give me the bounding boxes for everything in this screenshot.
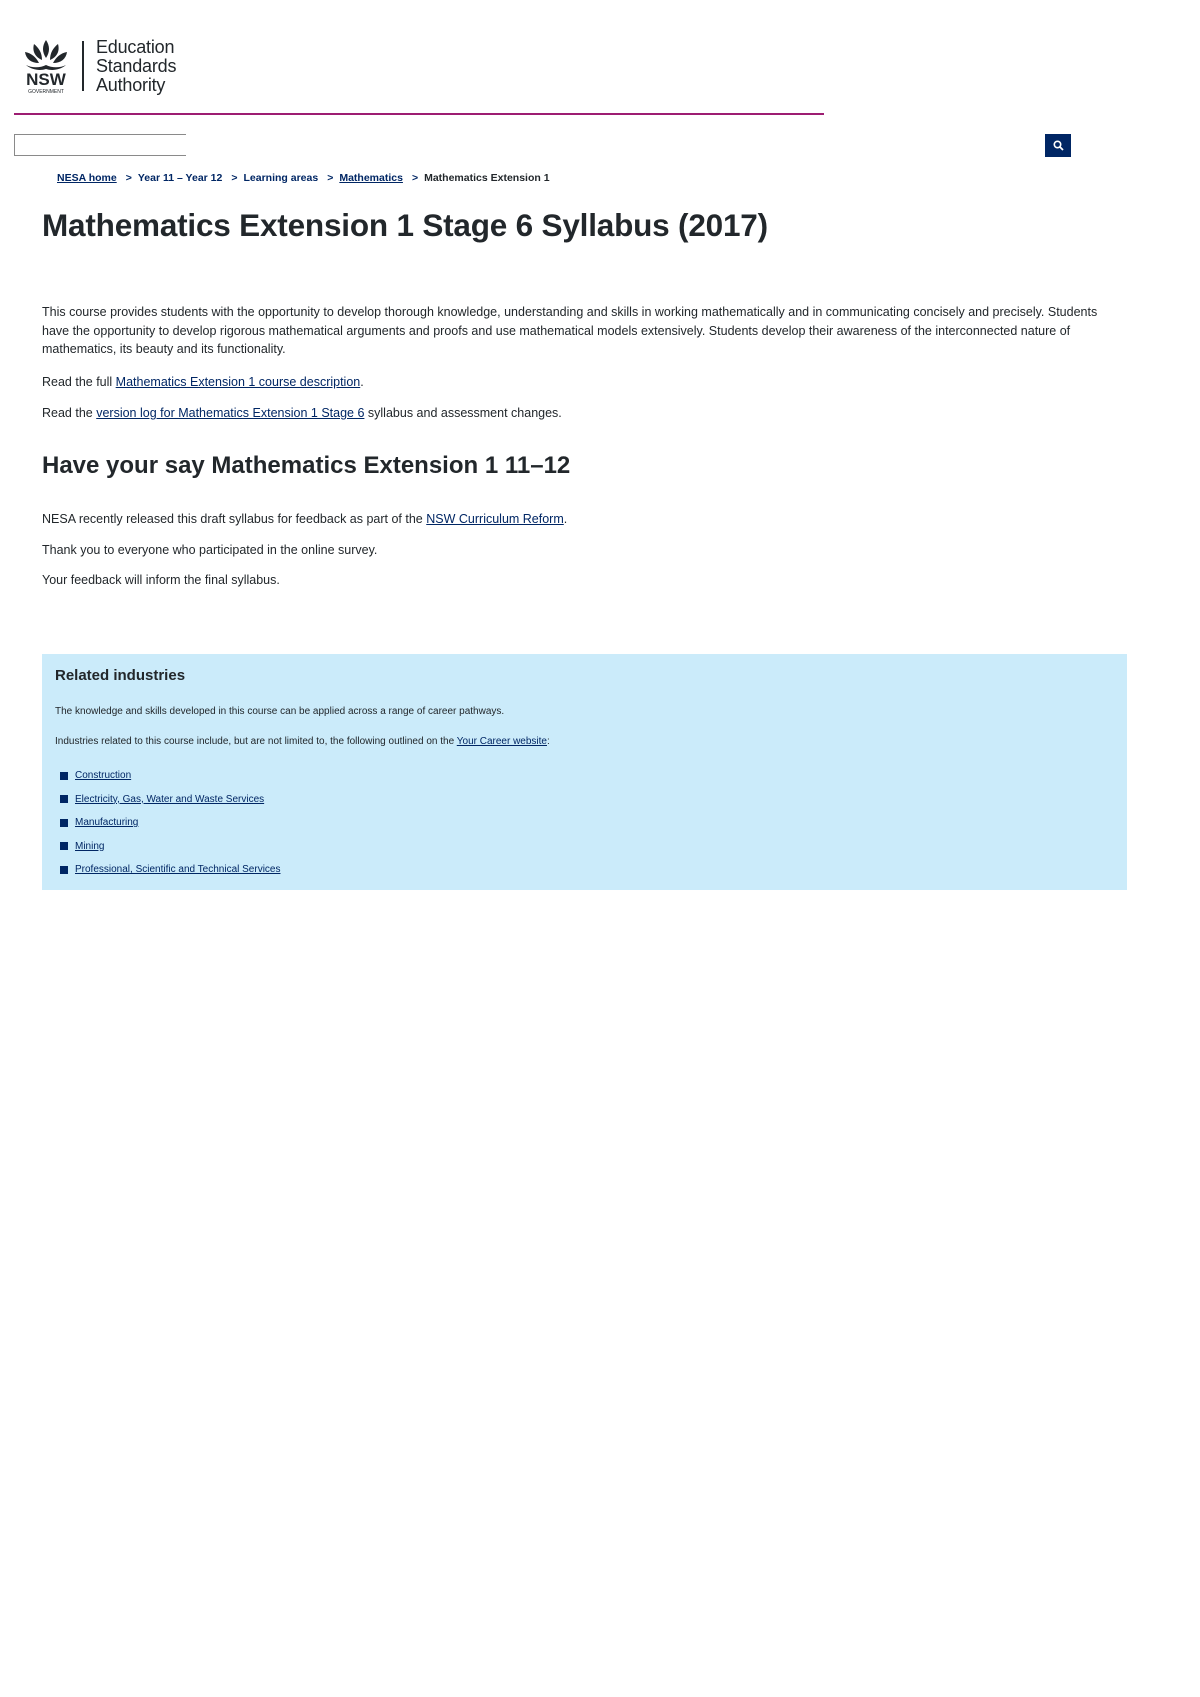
- related-intro-text: The knowledge and skills developed in this course can be applied across a range of career pathways.: [55, 706, 505, 717]
- breadcrumb-current-page: Mathematics Extension 1: [424, 172, 550, 184]
- bullet-icon: [60, 866, 68, 874]
- list-item: [60, 858, 280, 882]
- breadcrumb-mathematics[interactable]: Mathematics: [339, 172, 403, 184]
- bullet-icon: [60, 772, 68, 780]
- have-your-say-heading: Have your say Mathematics Extension 1 11–12: [42, 452, 571, 479]
- industry-link-manufacturing[interactable]: Manufacturing: [75, 817, 139, 829]
- industry-link-professional-services[interactable]: Professional, Scientific and Technical Services: [75, 864, 281, 876]
- industry-list: [60, 764, 280, 882]
- industry-link-mining[interactable]: Mining: [75, 840, 105, 852]
- breadcrumb-nesa-home[interactable]: NESA home: [57, 172, 117, 184]
- page-title: Mathematics Extension 1 Stage 6 Syllabus (2017): [42, 207, 768, 243]
- svg-text:GOVERNMENT: GOVERNMENT: [28, 89, 64, 94]
- version-log-link[interactable]: version log for Mathematics Extension 1 Stage 6: [96, 406, 365, 420]
- feedback-info-text: Your feedback will inform the final syllabus.: [42, 573, 280, 587]
- search-input[interactable]: [14, 134, 186, 156]
- list-item: [60, 835, 280, 859]
- search-button[interactable]: [1045, 134, 1071, 157]
- course-intro: This course provides students with the opportunity to develop thorough knowledge, understanding and skills in working mathematically and in communicating concisely and precisely. Students have the opportunity to develop rigorous mathematical arguments and proofs and use mathematical models extensively. Students develop their awareness of the interconnected nature of mathematics, its beauty and its functionality.: [42, 305, 1098, 356]
- search-icon: [1053, 140, 1064, 151]
- header-accent-rule: [14, 113, 824, 115]
- related-career-line: Industries related to this course include, but are not limited to, the following outlined on the Your Career website:: [55, 736, 550, 747]
- industry-link-construction[interactable]: Construction: [75, 770, 132, 782]
- breadcrumb-separator: >: [125, 172, 132, 184]
- course-description-link[interactable]: Mathematics Extension 1 course description: [115, 375, 361, 389]
- logo-divider: [82, 41, 84, 91]
- related-industries-heading: Related industries: [55, 667, 186, 684]
- breadcrumb-learning-areas[interactable]: Learning areas: [243, 172, 319, 184]
- list-item: [60, 811, 280, 835]
- version-log-line: Read the version log for Mathematics Extension 1 Stage 6 syllabus and assessment changes.: [42, 406, 562, 420]
- breadcrumb-separator: >: [231, 172, 238, 184]
- breadcrumb: [57, 172, 559, 184]
- bullet-icon: [60, 795, 68, 803]
- bullet-icon: [60, 819, 68, 827]
- industry-link-utilities[interactable]: Electricity, Gas, Water and Waste Services: [75, 793, 265, 805]
- curriculum-reform-link[interactable]: NSW Curriculum Reform: [426, 512, 564, 526]
- survey-thanks-text: Thank you to everyone who participated in the online survey.: [42, 543, 378, 557]
- authority-name[interactable]: Education Standards Authority: [96, 36, 177, 95]
- waratah-icon: [20, 38, 72, 94]
- breadcrumb-year-11-12[interactable]: Year 11 – Year 12: [137, 172, 223, 184]
- breadcrumb-separator: >: [327, 172, 334, 184]
- breadcrumb-separator: >: [411, 172, 419, 184]
- your-career-link[interactable]: Your Career website: [456, 736, 547, 747]
- related-industries-panel: [42, 654, 1127, 890]
- nsw-government-logo[interactable]: [20, 38, 72, 94]
- list-item: [60, 788, 280, 812]
- svg-text:NSW: NSW: [26, 70, 66, 89]
- site-header: [20, 36, 176, 96]
- course-description-line: Read the full Mathematics Extension 1 course description.: [42, 375, 364, 389]
- bullet-icon: [60, 842, 68, 850]
- list-item: [60, 764, 280, 788]
- curriculum-reform-line: NESA recently released this draft syllabus for feedback as part of the NSW Curriculum Reform.: [42, 512, 568, 526]
